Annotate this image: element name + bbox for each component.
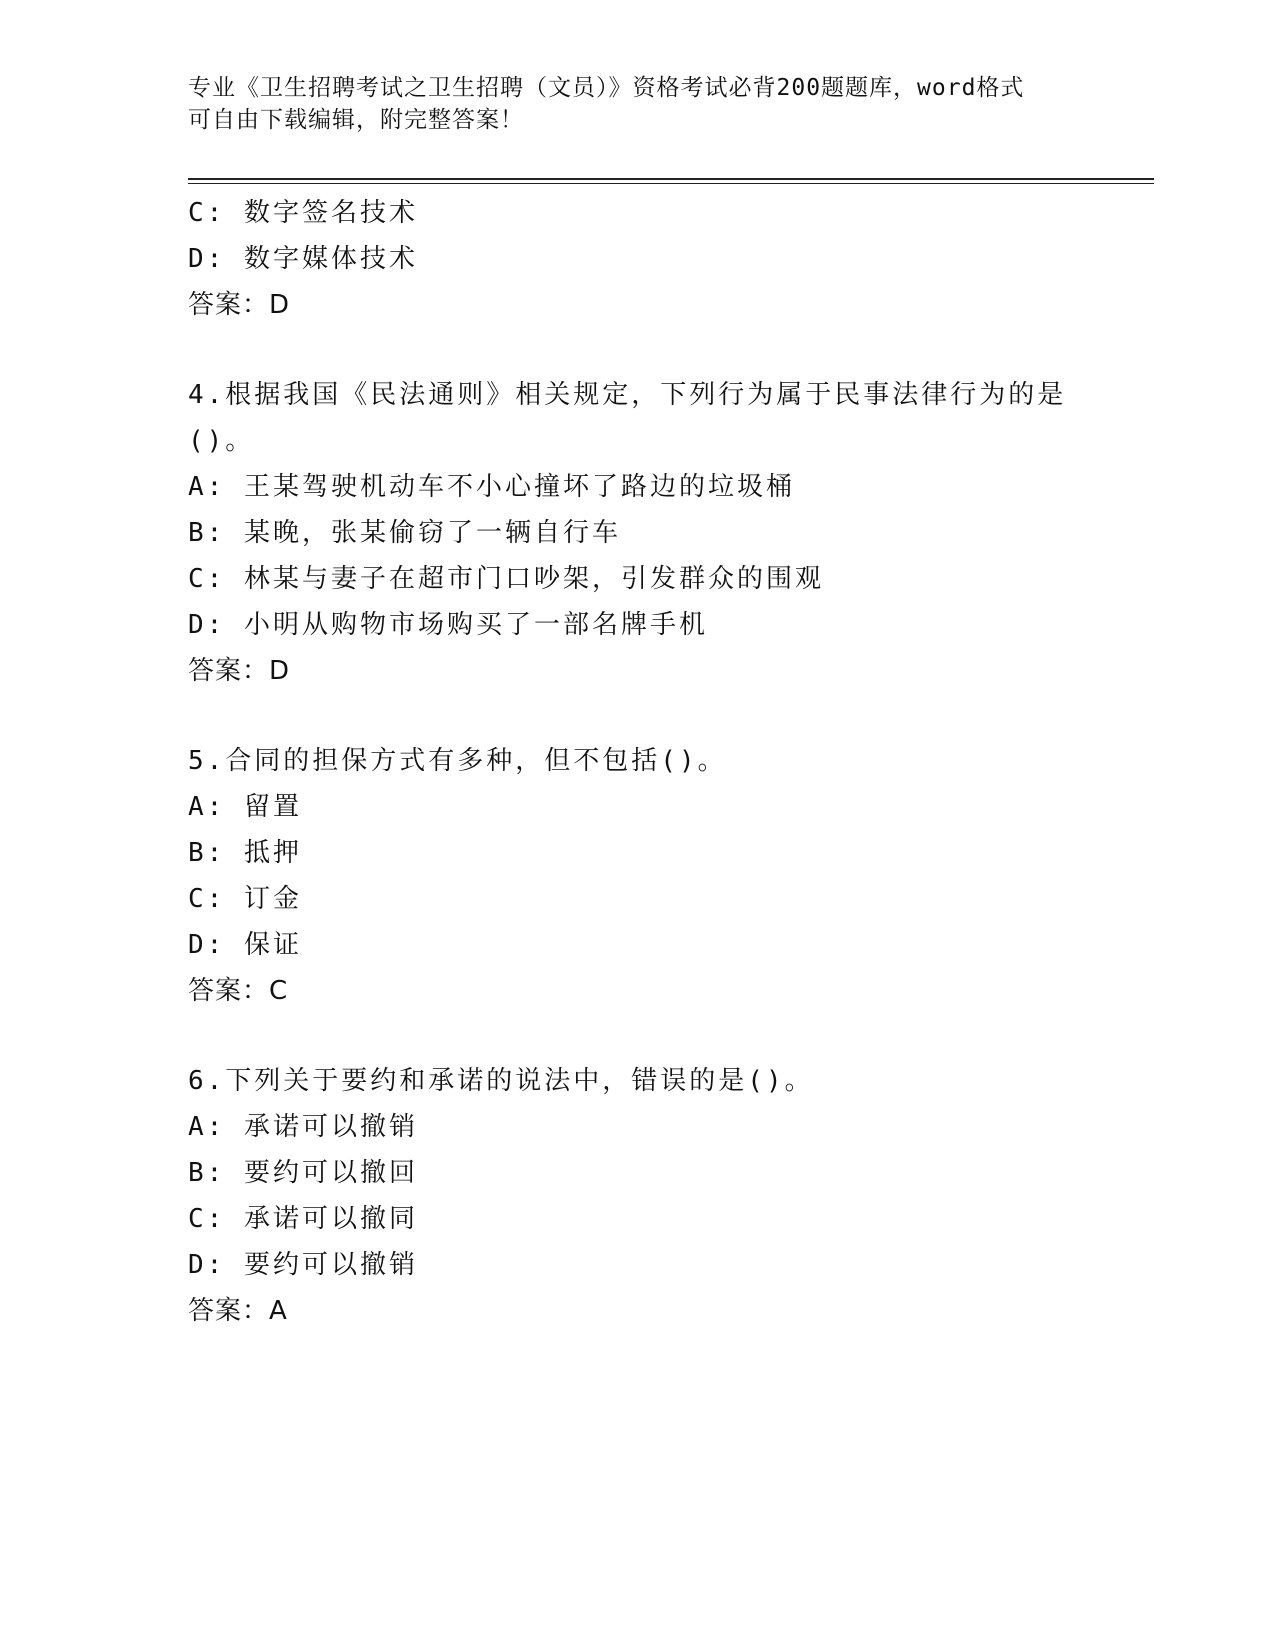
option-b: B: 某晚，张某偷窃了一辆自行车 [188, 518, 621, 548]
header-divider-thin [188, 183, 1154, 184]
question-5 [188, 738, 1148, 1014]
header-line-2: 可自由下载编辑，附完整答案！ [188, 107, 524, 133]
answer-line: 答案：C [188, 976, 289, 1006]
question-stem: 5.合同的担保方式有多种，但不包括()。 [188, 746, 727, 776]
header-divider-thick [188, 178, 1154, 180]
question-stem-continued: ()。 [188, 426, 255, 456]
option-a: A: 留置 [188, 792, 302, 822]
spacer [188, 1014, 1148, 1058]
question-4 [188, 372, 1148, 694]
option-d: D: 小明从购物市场购买了一部名牌手机 [188, 610, 708, 640]
option-d: D: 保证 [188, 930, 302, 960]
option-c: C: 林某与妻子在超市门口吵架，引发群众的围观 [188, 564, 824, 594]
option-a: A: 承诺可以撤销 [188, 1112, 418, 1142]
question-stem: 6.下列关于要约和承诺的说法中，错误的是()。 [188, 1066, 814, 1096]
option-c: C: 订金 [188, 884, 302, 914]
option-b: B: 要约可以撤回 [188, 1158, 418, 1188]
question-6 [188, 1058, 1148, 1334]
option-c: C: 数字签名技术 [188, 198, 418, 228]
option-a: A: 王某驾驶机动车不小心撞坏了路边的垃圾桶 [188, 472, 795, 502]
option-b: B: 抵押 [188, 838, 302, 868]
question-stem: 4.根据我国《民法通则》相关规定，下列行为属于民事法律行为的是 [188, 380, 1067, 410]
option-d: D: 要约可以撤销 [188, 1250, 418, 1280]
header-line-1: 专业《卫生招聘考试之卫生招聘（文员）》资格考试必背200题题库，word格式 [188, 75, 1025, 101]
question-3-continued [188, 190, 1148, 328]
answer-line: 答案：A [188, 1296, 288, 1326]
question-list [188, 190, 1148, 1334]
answer-line: 答案：D [188, 656, 291, 686]
spacer [188, 694, 1148, 738]
answer-line: 答案：D [188, 290, 291, 320]
option-d: D: 数字媒体技术 [188, 244, 418, 274]
document-header [188, 72, 1088, 136]
spacer [188, 328, 1148, 372]
option-c: C: 承诺可以撤同 [188, 1204, 418, 1234]
